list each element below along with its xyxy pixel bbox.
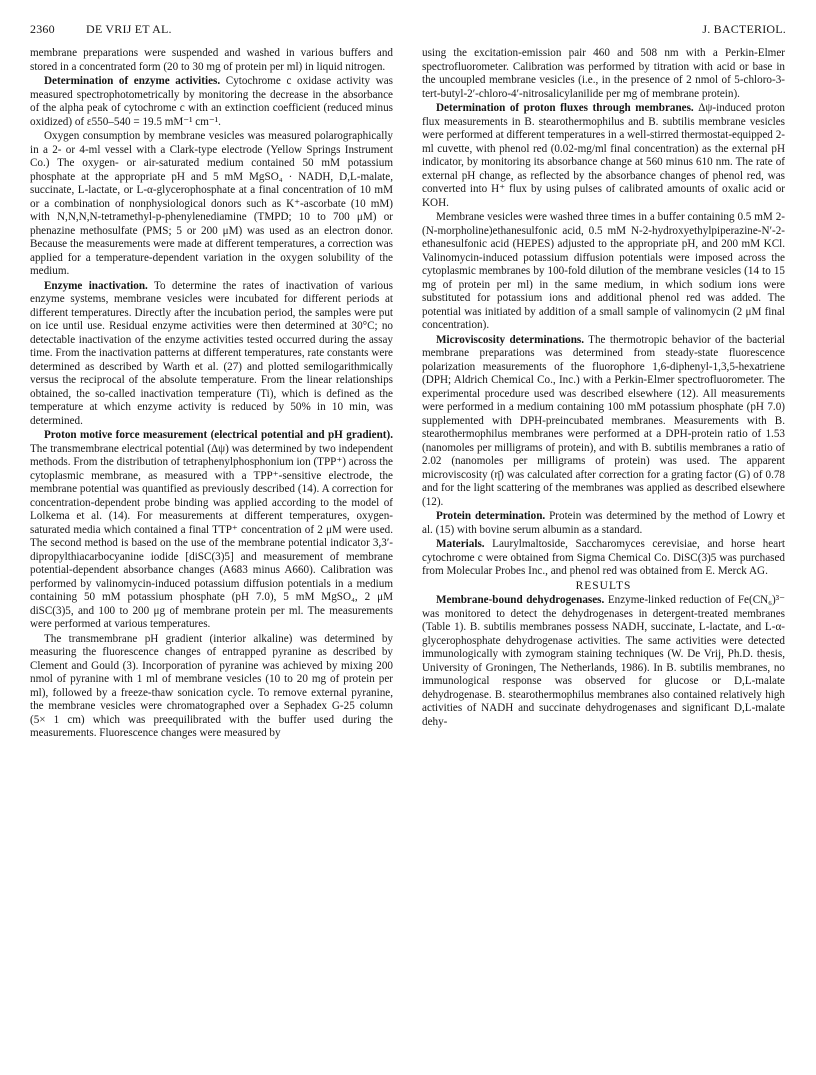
left-column	[30, 47, 393, 741]
paragraph: using the excitation-emission pair 460 and 508 nm with a Perkin-Elmer spectrofluorometer. Calibration was performed by titration with acid or base in the uncoupled membrane vesicles (i.e., in the presence of 2 nmol of 5-chloro-3-tert-butyl-2′-chloro-4′-nitrosalicylanilide per mg of membrane protein).	[422, 47, 785, 100]
paragraph: Materials. Laurylmaltoside, Saccharomyces cerevisiae, and horse heart cytochrome c were obtained from Sigma Chemical Co. DiSC(3)5 was purchased from Molecular Probes Inc., and phenol red was obtained from E. Merck AG.	[422, 538, 785, 577]
paragraph: Enzyme inactivation. To determine the rates of inactivation of various enzyme systems, membrane vesicles were incubated for different periods at different temperatures. Directly after the incubation period, the samples were put on ice until use. Residual enzyme activities were then determined at 30°C; no detectable inactivation of the enzyme activities tested occurred during the assay time. From the inactivation patterns at different temperatures, rate constants were determined as described by Warth et al. (27) and plotted semilogarithmically versus the reciprocal of the absolute temperature. From the linear relationships obtained, the so-called inactivation temperature (Ti), which is defined as the temperature at which enzyme activity is reduced by 50% in 10 min, was determined.	[30, 279, 393, 427]
paragraph: The transmembrane pH gradient (interior alkaline) was determined by measuring the fluorescence changes of entrapped pyranine as described by Clement and Gould (3). Incorporation of pyranine was achieved by mixing 200 nmol of pyranine with 1 ml of membrane vesicles (10 to 20 mg of protein per ml), followed by a freeze-thaw sonication cycle. To remove external pyranine, the membrane vesicles were chromatographed over a Sephadex G-25 column (5× 1 cm) which was preequilibrated with the buffer used during the measurements. Fluorescence changes were measured by	[30, 632, 393, 739]
paragraph: Membrane-bound dehydrogenases. Enzyme-linked reduction of Fe(CN₆)³⁻ was monitored to detect the dehydrogenases in detergent-treated membranes (Table 1). B. subtilis membranes possess NADH, succinate, L-lactate, and L-α-glycerophosphate dehydrogenase activities. The same activities were detected immunologically with zymogram staining techniques (W. De Vrij, Ph.D. thesis, University of Groningen, The Netherlands, 1986). In B. subtilis membranes, no immunological response was observed for glucose or D,L-malate dehydrogenase. B. stearothermophilus membranes also contained relatively high activities of NADH and succinate dehydrogenases and significant D,L-malate dehy-	[422, 594, 785, 728]
page-number: 2360	[30, 22, 55, 36]
run-in-heading: Determination of proton fluxes through membranes.	[436, 102, 694, 114]
section-title: RESULTS	[575, 579, 632, 592]
paragraph: Proton motive force measurement (electrical potential and pH gradient). The transmembrane electrical potential (Δψ) was determined by two independent methods. From the distribution of tetraphenylphosphonium ion (TPP⁺) across the cytoplasmic membrane, as measured with a TPP⁺-sensitive electrode, the membrane potential was quantified as previously described (14). A correction for concentration-dependent probe binding was applied according to the model of Lolkema et al. (14). For measurements at different temperatures, oxygen-saturated media which contained a final TTP⁺ concentration of 2 μM were used. The second method is based on the use of the membrane potential indicator 3,3′-dipropylthiacarbocyanine iodide [diSC(3)5] and measurement of membrane potential-dependent absorbance changes (A683 minus A660). Calibration was performed by valinomycin-induced potassium diffusion potentials in a medium containing 50 mM potassium phosphate (pH 7.0), 5 mM MgSO₄, 2 μM diSC(3)5, and 100 to 200 μg of membrane protein per ml. The measurements were performed at various temperatures.	[30, 429, 393, 630]
run-in-heading: Microviscosity determinations.	[436, 333, 585, 346]
paragraph: Oxygen consumption by membrane vesicles was measured polarographically in a 2- or 4-ml vessel with a Clark-type electrode (Yellow Springs Instrument Co.) The oxygen- or air-saturated medium contained 50 mM potassium phosphate at the appropriate pH and 5 mM MgSO₄ · NADH, D,L-malate, succinate, L-lactate, or L-α-glycerophosphate at a final concentration of 10 mM or a combination of nonphysiological donors such as K⁺-ascorbate (10 mM) with N,N,N,N-tetramethyl-p-phenylenediamine (TMPD; 10 to 700 μM) or phenazine methosulfate (PMS; 5 or 200 μM) was used as an electron donor. Because the measurements were made at different temperatures, a correction was applied for a temperature-dependent variation in the oxygen solubility of the medium.	[30, 130, 393, 277]
run-in-heading: Protein determination.	[436, 510, 546, 522]
right-column	[422, 47, 785, 729]
paragraph: membrane preparations were suspended and washed in various buffers and stored in a concentrated form (20 to 30 mg of protein per ml) in liquid nitrogen.	[30, 47, 393, 73]
paragraph: Determination of proton fluxes through membranes. Δψ-induced proton flux measurements in B. stearothermophilus and B. subtilis membrane vesicles were performed at different temperatures in a well-stirred thermostat-equipped 2-ml cuvette, with phenol red (0.02-mg/ml final concentration) as the external pH indicator, by monitoring its absorbance change at 560 minus 610 nm. The rate of external pH change, as reflected by the absorbance changes of phenol red, was converted into H⁺ flux by using pulses of calibrated amounts of oxalic acid or KOH.	[422, 102, 785, 209]
running-header	[30, 22, 786, 38]
run-in-heading: Enzyme inactivation.	[44, 279, 148, 292]
run-in-heading: Materials.	[436, 538, 485, 550]
running-authors: DE VRIJ ET AL.	[86, 22, 172, 36]
journal-name: J. BACTERIOL.	[702, 22, 786, 36]
paragraph: Membrane vesicles were washed three times in a buffer containing 0.5 mM 2-(N-morpholine)ethanesulfonic acid, 0.5 mM N-2-hydroxyethylpiperazine-N′-2-ethanesulfonic acid (HEPES) adjusted to the appropriate pH, and 200 mM KCl. Valinomycin-induced potassium diffusion potentials were imposed across the cytoplasmic membranes by 100-fold dilution of the membrane vesicles (14 to 15 mg of protein per ml) in the same medium, in which sodium ions were substituted for potassium ions and additional phenol red was added. The potential was initiated by addition of a small sample of valinomycin (2 μM final concentration).	[422, 211, 785, 331]
paragraph: Microviscosity determinations. The thermotropic behavior of the bacterial membrane preparations was determined from steady-state fluorescence polarization measurements of the fluorophore 1,6-diphenyl-1,3,5-hexatriene (DPH; Aldrich Chemical Co., Inc.) with a Perkin-Elmer spectrofluorometer. The experimental procedure used was described elsewhere (12). All measurements were performed in a medium containing 100 mM potassium phosphate (pH 7.0) supplemented with DPH-preincubated membranes. Measurements with B. stearothermophilus membranes were performed at a DPH-protein ratio of 1.53 (nanomoles per milligrams of protein), and with B. subtilis membranes a ratio of 2.02 (nanomoles per milligrams of protein) was used. The apparent microviscosity (η̄) was calculated after correction for a grating factor (G) of 0.78 and for the light scattering of the membranes was applied as described elsewhere (12).	[422, 333, 785, 508]
run-in-heading: Determination of enzyme activities.	[44, 75, 221, 87]
run-in-heading: Membrane-bound dehydrogenases.	[436, 594, 605, 606]
paragraph: Protein determination. Protein was determined by the method of Lowry et al. (15) with bovine serum albumin as a standard.	[422, 510, 786, 536]
paragraph: Determination of enzyme activities. Cytochrome c oxidase activity was measured spectrophotometrically by monitoring the decrease in the absorbance of the alpha peak of cytochrome c with an extinction coefficient (reduced minus oxidized) of ε550–540 = 19.5 mM⁻¹ cm⁻¹.	[30, 75, 393, 128]
run-in-heading: Proton motive force measurement (electrical potential and pH gradient).	[44, 429, 393, 441]
